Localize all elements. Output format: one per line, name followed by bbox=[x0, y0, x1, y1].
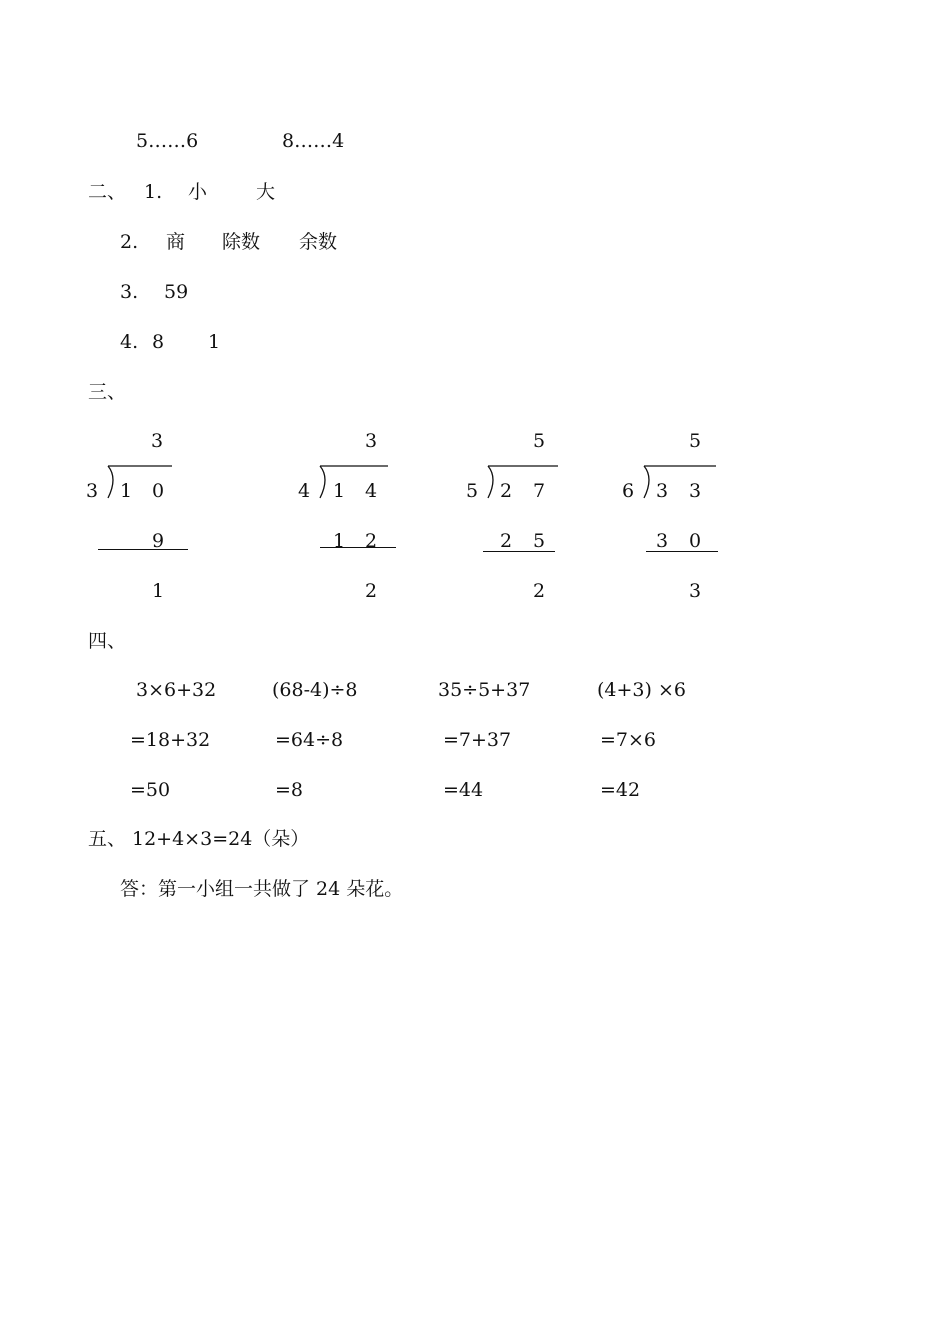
expression-1: 3×6+32 bbox=[136, 679, 217, 701]
divisor: 3 bbox=[85, 480, 99, 502]
section-4-heading: 四、 bbox=[88, 630, 127, 652]
dividend-digit: 1 bbox=[119, 480, 133, 502]
expression-2: (68-4)÷8 bbox=[272, 679, 358, 701]
expression-1-step-2: =50 bbox=[130, 779, 171, 801]
q1-answer-b: 大 bbox=[256, 181, 276, 203]
product-digit: 5 bbox=[532, 530, 546, 552]
expression-2-step-2: =8 bbox=[275, 779, 304, 801]
product-digit: 9 bbox=[151, 530, 165, 552]
quotient: 3 bbox=[364, 430, 378, 452]
product-digit: 2 bbox=[364, 530, 378, 552]
q2-answer-b: 除数 bbox=[222, 231, 261, 253]
top-answer-right: 8……4 bbox=[282, 130, 345, 152]
subtraction-line bbox=[483, 551, 555, 552]
q3-number: 3. bbox=[120, 281, 139, 303]
dividend-digit: 0 bbox=[151, 480, 165, 502]
expression-1-step-1: =18+32 bbox=[130, 729, 211, 751]
product-digit: 2 bbox=[499, 530, 513, 552]
divisor: 4 bbox=[297, 480, 311, 502]
product-digit: 3 bbox=[655, 530, 669, 552]
section-3-heading: 三、 bbox=[88, 381, 127, 403]
q2-answer-a: 商 bbox=[166, 231, 186, 253]
dividend-digit: 7 bbox=[532, 480, 546, 502]
q1-number: 1. bbox=[144, 181, 163, 203]
divisor: 6 bbox=[621, 480, 635, 502]
section-2-heading: 二、 bbox=[88, 181, 127, 203]
remainder: 2 bbox=[364, 580, 378, 602]
expression-3-step-2: =44 bbox=[443, 779, 484, 801]
subtraction-line bbox=[320, 547, 396, 548]
expression-4: (4+3) ×6 bbox=[597, 679, 686, 701]
remainder: 2 bbox=[532, 580, 546, 602]
q4-number: 4. bbox=[120, 331, 139, 353]
subtraction-line bbox=[646, 551, 718, 552]
expression-2-step-1: =64÷8 bbox=[275, 729, 344, 751]
quotient: 3 bbox=[150, 430, 164, 452]
expression-3-step-1: =7+37 bbox=[443, 729, 512, 751]
word-problem-equation: 12+4×3=24（朵） bbox=[132, 828, 310, 850]
remainder: 3 bbox=[688, 580, 702, 602]
q4-answer-a: 8 bbox=[152, 331, 165, 353]
dividend-digit: 1 bbox=[332, 480, 346, 502]
word-problem-answer: 答：第一小组一共做了 24 朵花。 bbox=[120, 878, 404, 900]
q2-number: 2. bbox=[120, 231, 139, 253]
q4-answer-b: 1 bbox=[208, 331, 221, 353]
dividend-digit: 4 bbox=[364, 480, 378, 502]
top-answer-left: 5……6 bbox=[136, 130, 199, 152]
divisor: 5 bbox=[465, 480, 479, 502]
expression-4-step-2: =42 bbox=[600, 779, 641, 801]
subtraction-line bbox=[98, 549, 188, 550]
expression-4-step-1: =7×6 bbox=[600, 729, 657, 751]
remainder: 1 bbox=[151, 580, 165, 602]
product-digit: 1 bbox=[332, 530, 346, 552]
q2-answer-c: 余数 bbox=[299, 231, 338, 253]
expression-3: 35÷5+37 bbox=[438, 679, 531, 701]
q3-answer: 59 bbox=[164, 281, 189, 303]
quotient: 5 bbox=[532, 430, 546, 452]
dividend-digit: 2 bbox=[499, 480, 513, 502]
dividend-digit: 3 bbox=[655, 480, 669, 502]
section-5-heading: 五、 bbox=[88, 828, 127, 850]
quotient: 5 bbox=[688, 430, 702, 452]
q1-answer-a: 小 bbox=[188, 181, 208, 203]
dividend-digit: 3 bbox=[688, 480, 702, 502]
product-digit: 0 bbox=[688, 530, 702, 552]
